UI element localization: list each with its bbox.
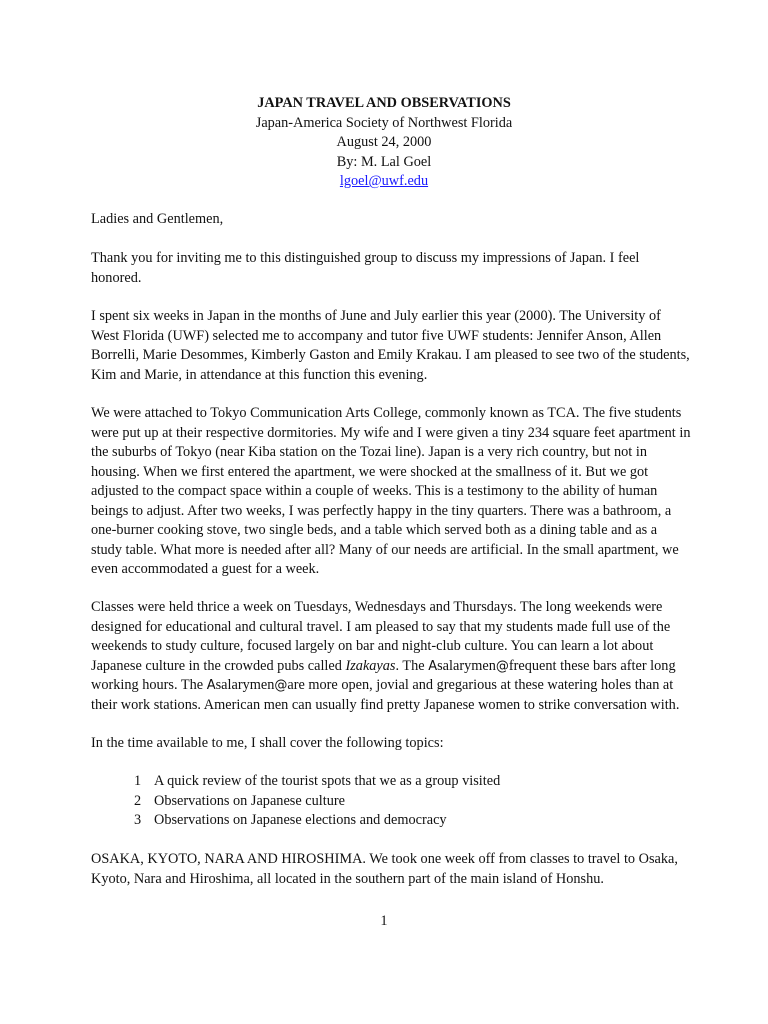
classes-text-3: frequent these bars after long working hours. The	[91, 657, 676, 693]
quote-mark-open: A	[206, 678, 216, 693]
list-item-text: Observations on Japanese elections and democracy	[154, 812, 447, 828]
paragraph-classes	[91, 598, 691, 715]
page-number: 1	[380, 913, 388, 929]
paragraph-topics-intro: In the time available to me, I shall cover the following topics:	[91, 735, 444, 751]
paragraph-osaka-kyoto: OSAKA, KYOTO, NARA AND HIROSHIMA. We took one week off from classes to travel to Osaka, Kyoto, Nara and Hiroshima, all located in the southern part of the main island of Honshu.	[91, 851, 678, 887]
organization-name: Japan-America Society of Northwest Florida	[255, 114, 513, 131]
document-date: August 24, 2000	[336, 134, 432, 150]
list-item-number: 3	[134, 812, 142, 828]
author-line: By: M. Lal Goel	[336, 153, 432, 170]
list-item	[134, 792, 500, 812]
list-item-number: 1	[134, 773, 142, 789]
quote-mark-open: A	[428, 658, 438, 674]
izakayas-term: Izakayas	[345, 657, 396, 674]
paragraph-trip-intro: I spent six weeks in Japan in the months of June and July earlier this year (2000). The University of West Florida (UWF) selected me to accompany and tutor five UWF students: Jennifer Anson, Allen Borrelli, Marie Desommes, Kimberly Gaston and Emily Krakau. I am pleased to see two of the students, Kim and Marie, in attendance at this function this evening.	[91, 308, 690, 383]
list-item-text: A quick review of the tourist spots that we as a group visited	[154, 773, 501, 789]
list-item	[134, 811, 500, 831]
list-item-text: Observations on Japanese culture	[154, 792, 345, 809]
classes-text-1: Classes were held thrice a week on Tuesdays, Wednesdays and Thursdays. The long weekends were designed for educational and cultural travel. I am pleased to say that my students made full use of the weekends to study culture, focused largely on bar and night-club culture. You can learn a lot about Japanese culture in the crowded pubs called	[91, 599, 671, 674]
topics-list	[134, 772, 500, 831]
paragraph-thanks: Thank you for inviting me to this distinguished group to discuss my impressions of Japan. I feel honored.	[91, 250, 640, 286]
salarymen-term: salarymen	[437, 657, 496, 674]
list-item	[134, 772, 500, 792]
author-email-link[interactable]: lgoel@uwf.edu	[339, 173, 429, 189]
paragraph-housing: We were attached to Tokyo Communication Arts College, commonly known as TCA. The five students were put up at their respective dormitories. My wife and I were given a tiny 234 square feet apartment in the suburbs of Tokyo (near Kiba station on the Tozai line). Japan is a very rich country, but not in housing. When we first entered the apartment, we were shocked at the smallness of it. But we got adjusted to the compact space within a couple of weeks. This is a testimony to the ability of human beings to adjust. After two weeks, I was perfectly happy in the tiny quarters. There was a bathroom, a one-burner cooking stove, two single beds, and a table which served both as a dining table and as a study table. What more is needed after all? Many of our needs are artificial. In the small apartment, we even accommodated a guest for a week.	[91, 405, 691, 577]
classes-text-2: . The	[395, 657, 429, 674]
salarymen-term: salarymen	[215, 677, 275, 693]
document-title: JAPAN TRAVEL AND OBSERVATIONS	[257, 95, 511, 111]
list-item-number: 2	[134, 792, 142, 809]
greeting: Ladies and Gentlemen,	[91, 211, 224, 227]
classes-text-4: are more open, jovial and gregarious at these watering holes than at their work stations. American men can usually find pretty Japanese women to strike conversation with.	[91, 677, 680, 713]
quote-mark-close: @	[274, 678, 288, 693]
quote-mark-close: @	[495, 658, 509, 674]
document-header	[0, 94, 768, 192]
